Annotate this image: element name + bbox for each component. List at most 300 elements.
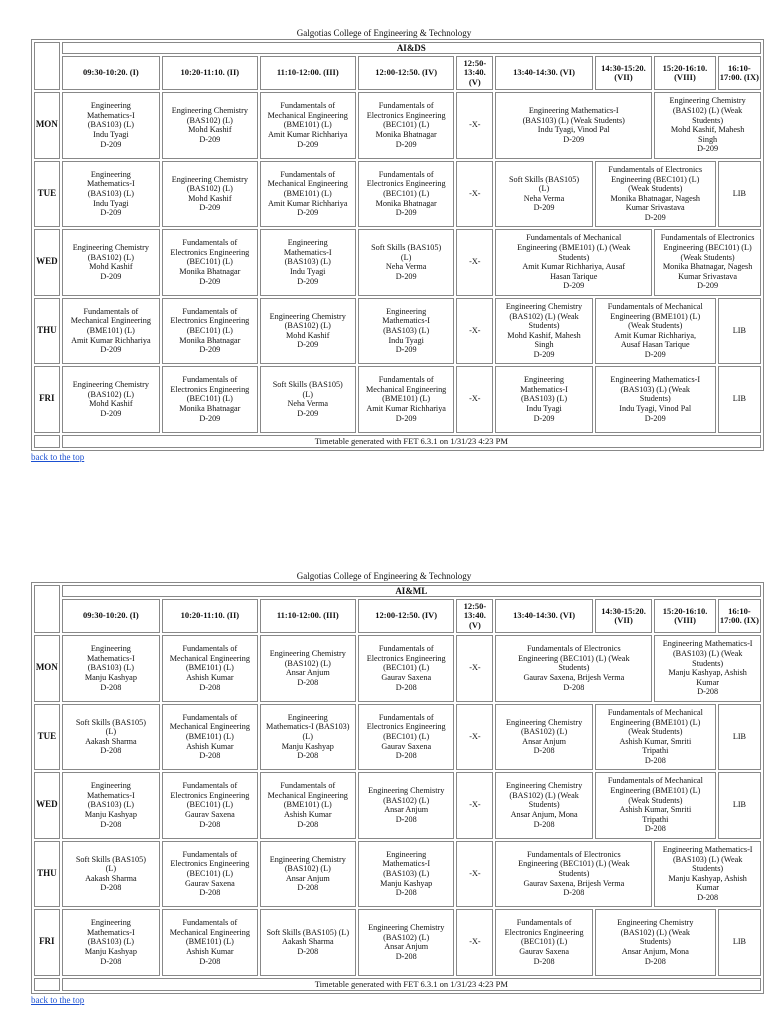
cell-line: (BAS103) (L) (Weak [672, 649, 743, 659]
cell-line: Indu Tyagi [93, 198, 129, 208]
class-cell [456, 298, 493, 365]
cell-line: (BAS102) (L) [284, 321, 331, 331]
cell-line: Mechanical Engineering [267, 179, 348, 189]
cell-line: Electronics Engineering [170, 247, 250, 257]
day-label: WED [34, 772, 60, 839]
cell-line: D-209 [395, 139, 417, 149]
cell-line: Fundamentals of Mechanical [607, 301, 703, 311]
cell-line: Ansar Anjum [285, 873, 330, 883]
class-cell [654, 635, 761, 702]
cell-line: Fundamentals of [378, 169, 434, 179]
cell-line: (Weak Students) [628, 321, 683, 331]
cell-line: (BAS102) (L) (Weak [509, 311, 579, 321]
cell-line: (L) [302, 389, 313, 399]
cell-line: D-209 [697, 144, 719, 154]
time-slot-header: 16:10-17:00. (IX) [718, 599, 761, 633]
class-cell [495, 229, 652, 296]
cell-line: Manju Kashyap [84, 673, 137, 683]
cell-line: D-208 [100, 746, 122, 756]
cell-line: Neha Verma [523, 193, 565, 203]
cell-line: (BME101) (L) [185, 663, 234, 673]
cell-line: D-209 [533, 203, 555, 213]
class-cell [62, 909, 161, 976]
cell-line: D-209 [697, 281, 719, 291]
class-cell [595, 772, 716, 839]
class-cell [595, 298, 716, 365]
cell-line: D-208 [395, 888, 417, 898]
cell-line: D-209 [297, 408, 319, 418]
time-slot-header: 16:10-17:00. (IX) [718, 56, 761, 90]
class-cell [162, 92, 257, 159]
cell-line: Engineering [287, 712, 328, 722]
cell-line: (BAS102) (L) [284, 658, 331, 668]
cell-line: Tripathi [642, 746, 669, 756]
day-row [34, 909, 761, 976]
cell-line: Fundamentals of [182, 849, 238, 859]
slot-header-row [34, 56, 761, 90]
cell-line: Ansar Anjum, Mona [510, 810, 578, 820]
cell-line: D-208 [297, 677, 319, 687]
cell-line: Engineering Chemistry [171, 106, 248, 116]
class-cell [62, 841, 161, 908]
class-cell [654, 92, 761, 159]
cell-line: Ansar Anjum, Mona [621, 947, 689, 957]
cell-line: (BEC101) (L) [383, 120, 430, 130]
cell-line: D-209 [533, 413, 555, 423]
class-cell [456, 229, 493, 296]
back-to-top-link[interactable]: back to the top [31, 995, 85, 1005]
cell-line: -X- [469, 663, 481, 673]
class-cell [358, 92, 454, 159]
cell-line: Mathematics-I [87, 927, 135, 937]
cell-line: Engineering [90, 169, 131, 179]
cell-line: Monika Bhatnagar [179, 267, 241, 277]
cell-line: D-209 [395, 208, 417, 218]
cell-line: (BEC101) (L) [186, 257, 233, 267]
class-cell [260, 298, 356, 365]
day-label: TUE [34, 704, 60, 771]
cell-line: Soft Skills (BAS105) [75, 854, 146, 864]
cell-line: D-209 [644, 212, 666, 222]
cell-line: Engineering Chemistry [669, 96, 746, 106]
cell-line: Fundamentals of Mechanical [607, 707, 703, 717]
class-cell [595, 704, 716, 771]
cell-line: (BME101) (L) [283, 800, 332, 810]
cell-line: Mechanical Engineering [169, 722, 250, 732]
cell-line: Engineering (BME101) (L) [610, 717, 701, 727]
cell-line: -X- [469, 731, 481, 741]
cell-line: D-209 [199, 413, 221, 423]
class-cell [595, 366, 716, 433]
back-to-top-link[interactable]: back to the top [31, 452, 85, 462]
day-row [34, 841, 761, 908]
time-slot-header: 15:20-16:10. (VIII) [654, 599, 716, 633]
cell-line: Amit Kumar Richhariya [267, 130, 348, 140]
time-slot-header: 11:10-12:00. (III) [260, 56, 356, 90]
cell-line: Kumar [696, 677, 720, 687]
cell-line: Mohd Kashif [89, 399, 133, 409]
library-cell [718, 366, 761, 433]
cell-line: Electronics Engineering [366, 110, 446, 120]
cell-line: Manju Kashyap [84, 947, 137, 957]
time-slot-header: 14:30-15:20. (VII) [595, 599, 652, 633]
class-cell [62, 635, 161, 702]
cell-line: D-209 [533, 349, 555, 359]
cell-line: D-209 [395, 345, 417, 355]
class-cell [456, 92, 493, 159]
day-row [34, 704, 761, 771]
class-cell [260, 772, 356, 839]
cell-line: Engineering [287, 238, 328, 248]
cell-line: D-209 [395, 413, 417, 423]
college-title: Galgotias College of Engineering & Technology [296, 571, 472, 581]
day-row [34, 161, 761, 228]
cell-line: Mohd Kashif [89, 262, 133, 272]
class-cell [456, 841, 493, 908]
cell-line: -X- [469, 394, 481, 404]
day-label: TUE [34, 161, 60, 228]
cell-line: Engineering Chemistry [506, 781, 583, 791]
class-cell [62, 161, 160, 228]
cell-line: (BEC101) (L) [186, 800, 233, 810]
cell-line: Students) [558, 663, 590, 673]
cell-line: Engineering [386, 849, 427, 859]
class-cell [495, 841, 652, 908]
class-cell [495, 704, 592, 771]
cell-line: D-209 [563, 281, 585, 291]
cell-line: D-208 [199, 751, 221, 761]
cell-line: Engineering Chemistry [506, 717, 583, 727]
cell-line: Fundamentals of [280, 169, 336, 179]
cell-line: Electronics Engineering [366, 653, 446, 663]
cell-line: (Weak Students) [628, 727, 683, 737]
cell-line: Amit Kumar Richhariya [366, 404, 446, 414]
cell-line: Indu Tyagi [388, 335, 424, 345]
class-cell [162, 909, 257, 976]
time-slot-header: 12:00-12:50. (IV) [358, 599, 454, 633]
cell-line: Mathematics-I [283, 247, 332, 257]
cell-line: Engineering Chemistry [269, 311, 346, 321]
cell-line: Gaurav Saxena [184, 810, 235, 820]
cell-line: Amit Kumar Richhariya, [614, 330, 697, 340]
cell-line: Hasan Tarique [550, 271, 598, 281]
cell-line: Fundamentals of Electronics [608, 164, 703, 174]
time-slot-header: 13:40-14:30. (VI) [495, 56, 592, 90]
cell-line: Students) [692, 864, 724, 874]
class-cell [358, 229, 454, 296]
class-cell [358, 161, 454, 228]
cell-line: Mathematics-I [520, 384, 568, 394]
class-cell [62, 92, 160, 159]
cell-line: Monika Bhatnagar [179, 335, 241, 345]
cell-line: (BAS103) (L) [87, 120, 134, 130]
day-row [34, 92, 761, 159]
cell-line: Students) [692, 658, 724, 668]
cell-line: (BEC101) (L) [383, 188, 430, 198]
cell-line: D-208 [199, 888, 221, 898]
cell-line: Amit Kumar Richhariya [267, 198, 348, 208]
cell-line: Students) [558, 868, 590, 878]
cell-line: -X- [469, 188, 481, 198]
time-slot-header: 12:50-13:40. (V) [456, 599, 493, 633]
class-cell [162, 298, 257, 365]
class-cell [495, 909, 592, 976]
cell-line: D-209 [100, 345, 122, 355]
cell-line: Indu Tyagi [526, 404, 562, 414]
cell-line: Electronics Engineering [366, 179, 446, 189]
class-cell [260, 366, 356, 433]
cell-line: Students) [639, 937, 671, 947]
class-cell [456, 366, 493, 433]
cell-line: D-209 [644, 349, 666, 359]
cell-line: Engineering Mathematics-I [528, 106, 619, 116]
cell-line: Mohd Kashif [188, 125, 232, 135]
cell-line: D-209 [100, 271, 122, 281]
cell-line: Mathematics-I [382, 859, 431, 869]
cell-line: Neha Verma [287, 399, 329, 409]
cell-line: Ashish Kumar [186, 947, 234, 957]
cell-line: Fundamentals of [378, 712, 434, 722]
cell-line: (BME101) (L) [283, 188, 332, 198]
cell-line: Aakash Sharma [281, 937, 334, 947]
timetable [31, 582, 764, 994]
cell-line: Ashish Kumar, Smriti [619, 736, 692, 746]
class-cell [495, 161, 592, 228]
cell-line: Fundamentals of [182, 238, 238, 248]
cell-line: Ansar Anjum [522, 736, 567, 746]
library-cell [718, 161, 761, 228]
class-cell [456, 909, 493, 976]
cell-line: (BAS102) (L) (Weak [620, 927, 691, 937]
cell-line: Fundamentals of Electronics [526, 644, 621, 654]
time-slot-header: 10:20-11:10. (II) [162, 56, 257, 90]
cell-line: (BAS102) (L) [383, 795, 430, 805]
day-label: FRI [34, 909, 60, 976]
cell-line: (BME101) (L) [86, 325, 135, 335]
cell-line: Gaurav Saxena, Brijesh Verma [523, 673, 625, 683]
cell-line: Mechanical Engineering [366, 384, 447, 394]
cell-line: D-208 [297, 751, 319, 761]
cell-line: Gaurav Saxena [519, 947, 569, 957]
cell-line: D-208 [644, 755, 666, 765]
cell-line: Ashish Kumar, Smriti [619, 805, 692, 815]
group-name: AI&ML [62, 585, 761, 597]
cell-line: Engineering [90, 781, 131, 791]
cell-line: Electronics Engineering [504, 927, 584, 937]
class-cell [358, 704, 454, 771]
cell-line: Engineering [90, 644, 131, 654]
class-cell [358, 635, 454, 702]
cell-line: Students) [528, 321, 560, 331]
library-cell [718, 704, 761, 771]
cell-line: Singh [698, 134, 718, 144]
cell-line: D-209 [297, 340, 319, 350]
cell-line: Engineering [90, 101, 131, 111]
cell-line: (BEC101) (L) [383, 731, 430, 741]
footer-row [34, 978, 761, 991]
college-title: Galgotias College of Engineering & Technology [296, 28, 472, 38]
day-label: FRI [34, 366, 60, 433]
cell-line: D-208 [644, 824, 666, 834]
cell-line: Mathematics-I [87, 653, 135, 663]
cell-line: Mechanical Engineering [267, 790, 348, 800]
class-cell [654, 841, 761, 908]
cell-line: Aakash Sharma [85, 873, 137, 883]
cell-line: (BEC101) (L) [186, 868, 233, 878]
library-cell [718, 298, 761, 365]
cell-line: (L) [400, 252, 412, 262]
cell-line: Manju Kashyap, Ashish [668, 873, 747, 883]
cell-line: D-208 [199, 956, 221, 966]
cell-line: D-208 [100, 819, 122, 829]
cell-line: -X- [469, 120, 481, 130]
time-slot-header: 12:00-12:50. (IV) [358, 56, 454, 90]
cell-line: D-208 [100, 682, 122, 692]
day-label: MON [34, 92, 60, 159]
day-row [34, 635, 761, 702]
cell-line: (BEC101) (L) [383, 663, 430, 673]
cell-line: D-209 [199, 134, 221, 144]
cell-line: LIB [732, 394, 746, 404]
cell-line: Indu Tyagi, Vinod Pal [537, 125, 610, 135]
cell-line: D-208 [697, 687, 719, 697]
cell-line: (BAS103) (L) [520, 394, 568, 404]
time-slot-header: 11:10-12:00. (III) [260, 599, 356, 633]
cell-line: Fundamentals of [378, 101, 434, 111]
cell-line: Manju Kashyap [84, 810, 137, 820]
cell-line: Kumar [696, 883, 720, 893]
cell-line: (BAS102) (L) (Weak [509, 790, 579, 800]
cell-line: Engineering [90, 918, 131, 928]
cell-line: D-208 [199, 819, 221, 829]
cell-line: Indu Tyagi [93, 130, 129, 140]
cell-line: Mechanical Engineering [267, 110, 348, 120]
cell-line: Gaurav Saxena, Brijesh Verma [523, 878, 625, 888]
cell-line: (Weak Students) [628, 795, 683, 805]
cell-line: Monika Bhatnagar [179, 404, 241, 414]
cell-line: (BEC101) (L) [186, 325, 233, 335]
cell-line: (BME101) (L) [382, 394, 431, 404]
class-cell [456, 704, 493, 771]
class-cell [260, 635, 356, 702]
cell-line: D-208 [533, 956, 555, 966]
class-cell [495, 92, 652, 159]
cell-line: Engineering Mathematics-I [662, 639, 753, 649]
cell-line: D-209 [199, 345, 221, 355]
cell-line: Soft Skills (BAS105) (L) [266, 927, 350, 937]
cell-line: -X- [469, 257, 481, 267]
day-label: THU [34, 298, 60, 365]
class-cell [358, 772, 454, 839]
cell-line: LIB [732, 188, 746, 198]
library-cell [718, 772, 761, 839]
cell-line: Electronics Engineering [170, 790, 250, 800]
cell-line: Ansar Anjum [384, 805, 429, 815]
cell-line: (BAS102) (L) [186, 115, 233, 125]
cell-line: D-209 [199, 203, 221, 213]
cell-line: Engineering Chemistry [368, 786, 445, 796]
class-cell [162, 772, 257, 839]
cell-line: Engineering Chemistry [368, 923, 445, 933]
cell-line: (L) [105, 727, 117, 737]
library-cell [718, 909, 761, 976]
cell-line: LIB [732, 800, 747, 810]
cell-line: Kumar Srivastava [625, 203, 685, 213]
cell-line: Amit Kumar Richhariya [71, 335, 151, 345]
cell-line: Engineering (BME101) (L) [610, 786, 701, 796]
cell-line: Fundamentals of [280, 101, 336, 111]
cell-line: D-209 [297, 276, 319, 286]
cell-line: Soft Skills (BAS105) [75, 717, 146, 727]
class-cell [162, 229, 257, 296]
cell-line: (BEC101) (L) [186, 394, 233, 404]
cell-line: (BAS103) (L) [383, 868, 430, 878]
class-cell [260, 841, 356, 908]
cell-line: Mathematics-I [87, 179, 135, 189]
cell-line: D-209 [644, 413, 666, 423]
cell-line: Engineering Chemistry [269, 649, 346, 659]
time-slot-header: 12:50-13:40. (V) [456, 56, 493, 90]
cell-line: (BAS102) (L) [383, 932, 430, 942]
cell-line: Manju Kashyap [281, 741, 334, 751]
cell-line: Engineering (BEC101) (L) (Weak [518, 653, 630, 663]
cell-line: (BAS102) (L) [186, 184, 233, 194]
class-cell [358, 298, 454, 365]
cell-line: (BAS103) (L) [383, 325, 430, 335]
cell-line: Singh [534, 340, 554, 350]
cell-line: (Weak Students) [680, 252, 735, 262]
cell-line: Fundamentals of [378, 644, 434, 654]
cell-line: Fundamentals of Mechanical [607, 776, 703, 786]
cell-line: D-208 [395, 682, 417, 692]
cell-line: Electronics Engineering [366, 722, 446, 732]
cell-line: Monika Bhatnagar, Nagesh [662, 262, 753, 272]
cell-line: Mathematics-I (BAS103) [266, 722, 350, 732]
day-row [34, 366, 761, 433]
cell-line: D-208 [533, 746, 555, 756]
cell-line: D-208 [100, 956, 122, 966]
cell-line: (BAS103) (L) [87, 800, 134, 810]
cell-line: Ansar Anjum [384, 942, 429, 952]
class-cell [62, 704, 161, 771]
cell-line: D-208 [644, 956, 666, 966]
cell-line: D-209 [297, 139, 319, 149]
cell-line: -X- [469, 800, 481, 810]
cell-line: Kumar Srivastava [678, 271, 738, 281]
class-cell [495, 772, 592, 839]
day-row [34, 298, 761, 365]
cell-line: Mathematics-I [87, 110, 135, 120]
cell-line: Engineering Mathematics-I [662, 844, 753, 854]
corner-cell [34, 42, 60, 90]
cell-line: Ashish Kumar [186, 741, 234, 751]
cell-line: Engineering Chemistry [505, 301, 583, 311]
cell-line: Electronics Engineering [170, 316, 250, 326]
footer-corner [34, 435, 60, 448]
group-name: AI&DS [62, 42, 761, 54]
cell-line: Mechanical Engineering [169, 653, 250, 663]
cell-line: D-208 [100, 883, 122, 893]
cell-line: D-209 [297, 208, 319, 218]
cell-line: (L) [538, 184, 550, 194]
cell-line: LIB [732, 937, 747, 947]
cell-line: Mohd Kashif, Mahesh [670, 125, 745, 135]
cell-line: Engineering Chemistry [171, 174, 248, 184]
cell-line: Mathematics-I [87, 790, 135, 800]
cell-line: Monika Bhatnagar [375, 198, 437, 208]
cell-line: Gaurav Saxena [381, 741, 432, 751]
cell-line: (BAS103) (L) [87, 188, 134, 198]
